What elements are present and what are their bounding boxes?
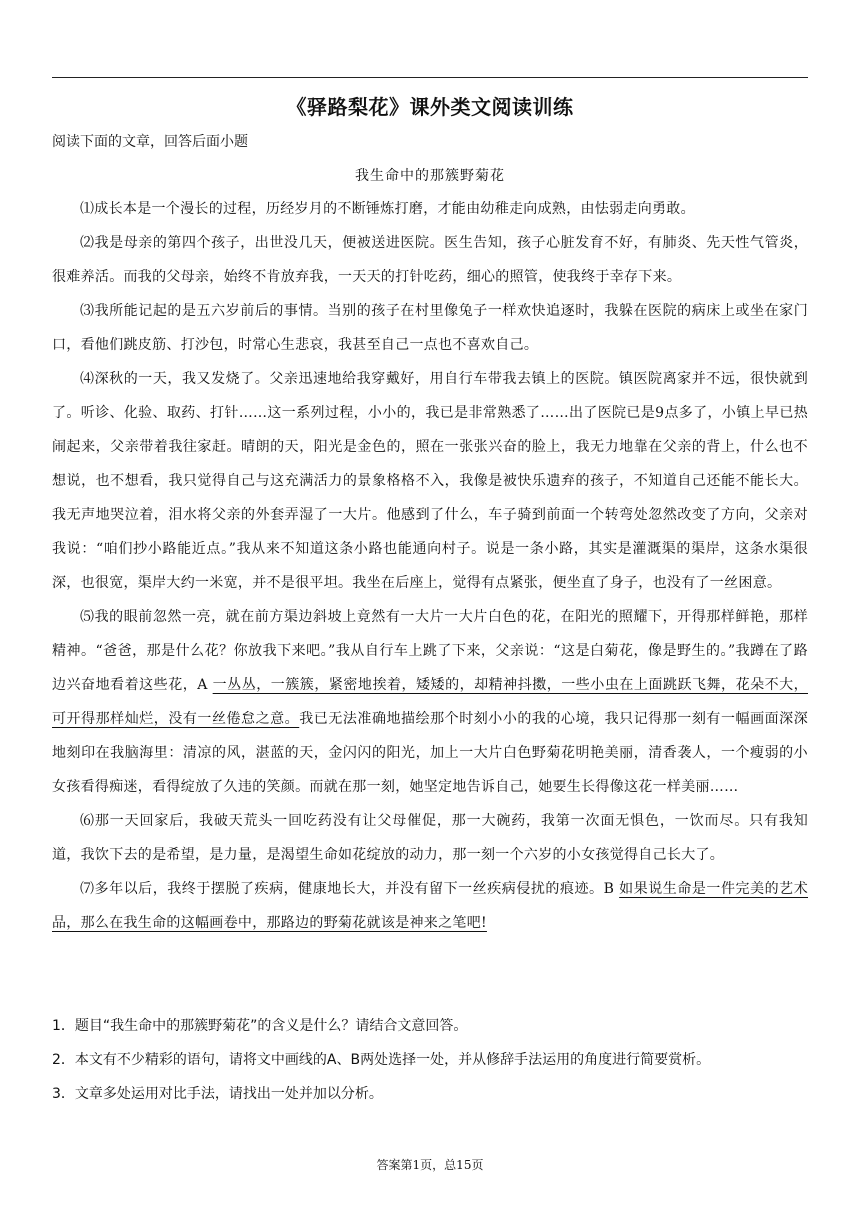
- paragraph-7-pre: ⑺多年以后，我终于摆脱了疾病，健康地长大，并没有留下一丝疾病侵扰的痕迹。B: [80, 881, 620, 897]
- paragraph-7: [52, 872, 808, 940]
- header-rule: [52, 77, 808, 78]
- question-3: 3．文章多处运用对比手法，请找出一处并加以分析。: [52, 1086, 383, 1102]
- paragraph-5-pre: ⑸我的眼前忽然一亮，就在前方渠边斜坡上竟然有一大片一大片白色的花，在阳光的照耀下，开得那样鲜艳，那样精神。“爸爸，那是什么花？你放我下来吧。”我从自行车上跳了下来，父亲说：“这是白菊花，像是野生的。”我蹲在了路边兴奋地看着这些花，A: [52, 609, 808, 693]
- question-1: 1．题目“我生命中的那簇野菊花”的含义是什么？请结合文意回答。: [52, 1018, 468, 1034]
- article-body: [52, 192, 808, 940]
- underlined-sentence-b: 如果说生命是一件完美的艺术品，那么在我生命的这幅画卷中，那路边的野菊花就该是神来之笔吧!: [52, 881, 808, 931]
- question-list: [52, 1009, 808, 1111]
- paragraph-6: ⑹那一天回家后，我破天荒头一回吃药没有让父母催促，那一大碗药，我第一次面无惧色，一饮而尽。只有我知道，我饮下去的是希望，是力量，是渴望生命如花绽放的动力，那一刻一个六岁的小女孩觉得自己长大了。: [52, 813, 808, 863]
- page-title: 《驿路梨花》课外类文阅读训练: [286, 95, 574, 119]
- paragraph-1: ⑴成长本是一个漫长的过程，历经岁月的不断锤炼打磨，才能由幼稚走向成熟，由怯弱走向勇敢。: [80, 201, 695, 217]
- paragraph-2: ⑵我是母亲的第四个孩子，出世没几天，便被送进医院。医生告知，孩子心脏发育不好，有肺炎、先天性气管炎，很难养活。而我的父母亲，始终不肯放弃我，一天天的打针吃药，细心的照管，使我终于幸存下来。: [52, 235, 808, 285]
- paragraph-4: ⑷深秋的一天，我又发烧了。父亲迅速地给我穿戴好，用自行车带我去镇上的医院。镇医院离家并不远，很快就到了。听诊、化验、取药、打针……这一系列过程，小小的，我已是非常熟悉了……出了医院已是9点多了，小镇上早已热闹起来，父亲带着我往家赶。晴朗的天，阳光是金色的，照在一张张兴奋的脸上，我无力地靠在父亲的背上，什么也不想说，也不想看，我只觉得自己与这充满活力的景象格格不入，我像是被快乐遗弃的孩子，不知道自己还能不能长大。我无声地哭泣着，泪水将父亲的外套弄湿了一大片。他感到了什么，车子骑到前面一个转弯处忽然改变了方向，父亲对我说：“咱们抄小路能近点。”我从来不知道这条小路也能通向村子。说是一条小路，其实是灌溉渠的渠岸，这条水渠很深，也很宽，渠岸大约一米宽，并不是很平坦。我坐在后座上，觉得有点紧张，便坐直了身子，也没有了一丝困意。: [52, 371, 808, 591]
- article-title: 我生命中的那簇野菊花: [355, 168, 505, 184]
- paragraph-3: ⑶我所能记起的是五六岁前后的事情。当别的孩子在村里像兔子一样欢快追逐时，我躲在医院的病床上或坐在家门口，看他们跳皮筋、打沙包，时常心生悲哀，我甚至自己一点也不喜欢自己。: [52, 303, 808, 353]
- instruction-text: 阅读下面的文章，回答后面小题: [52, 134, 248, 150]
- page-footer: 答案第1页，总15页: [376, 1158, 484, 1172]
- underlined-sentence-a: 一丛丛，一簇簇，紧密地挨着，矮矮的，却精神抖擞，一些小虫在上面跳跃飞舞，花朵不大，可开得那样灿烂，没有一丝倦怠之意。: [52, 677, 808, 727]
- paragraph-5: [52, 600, 808, 804]
- question-2: 2．本文有不少精彩的语句，请将文中画线的A、B两处选择一处，并从修辞手法运用的角度进行简要赏析。: [52, 1052, 711, 1068]
- paragraph-5-post: 我已无法准确地描绘那个时刻小小的我的心境，我只记得那一刻有一幅画面深深地刻印在我脑海里：清凉的风，湛蓝的天，金闪闪的阳光，加上一大片白色野菊花明艳美丽，清香袭人，一个瘦弱的小女孩看得痴迷，看得绽放了久违的笑颜。而就在那一刻，她坚定地告诉自己，她要生长得像这花一样美丽……: [52, 711, 808, 795]
